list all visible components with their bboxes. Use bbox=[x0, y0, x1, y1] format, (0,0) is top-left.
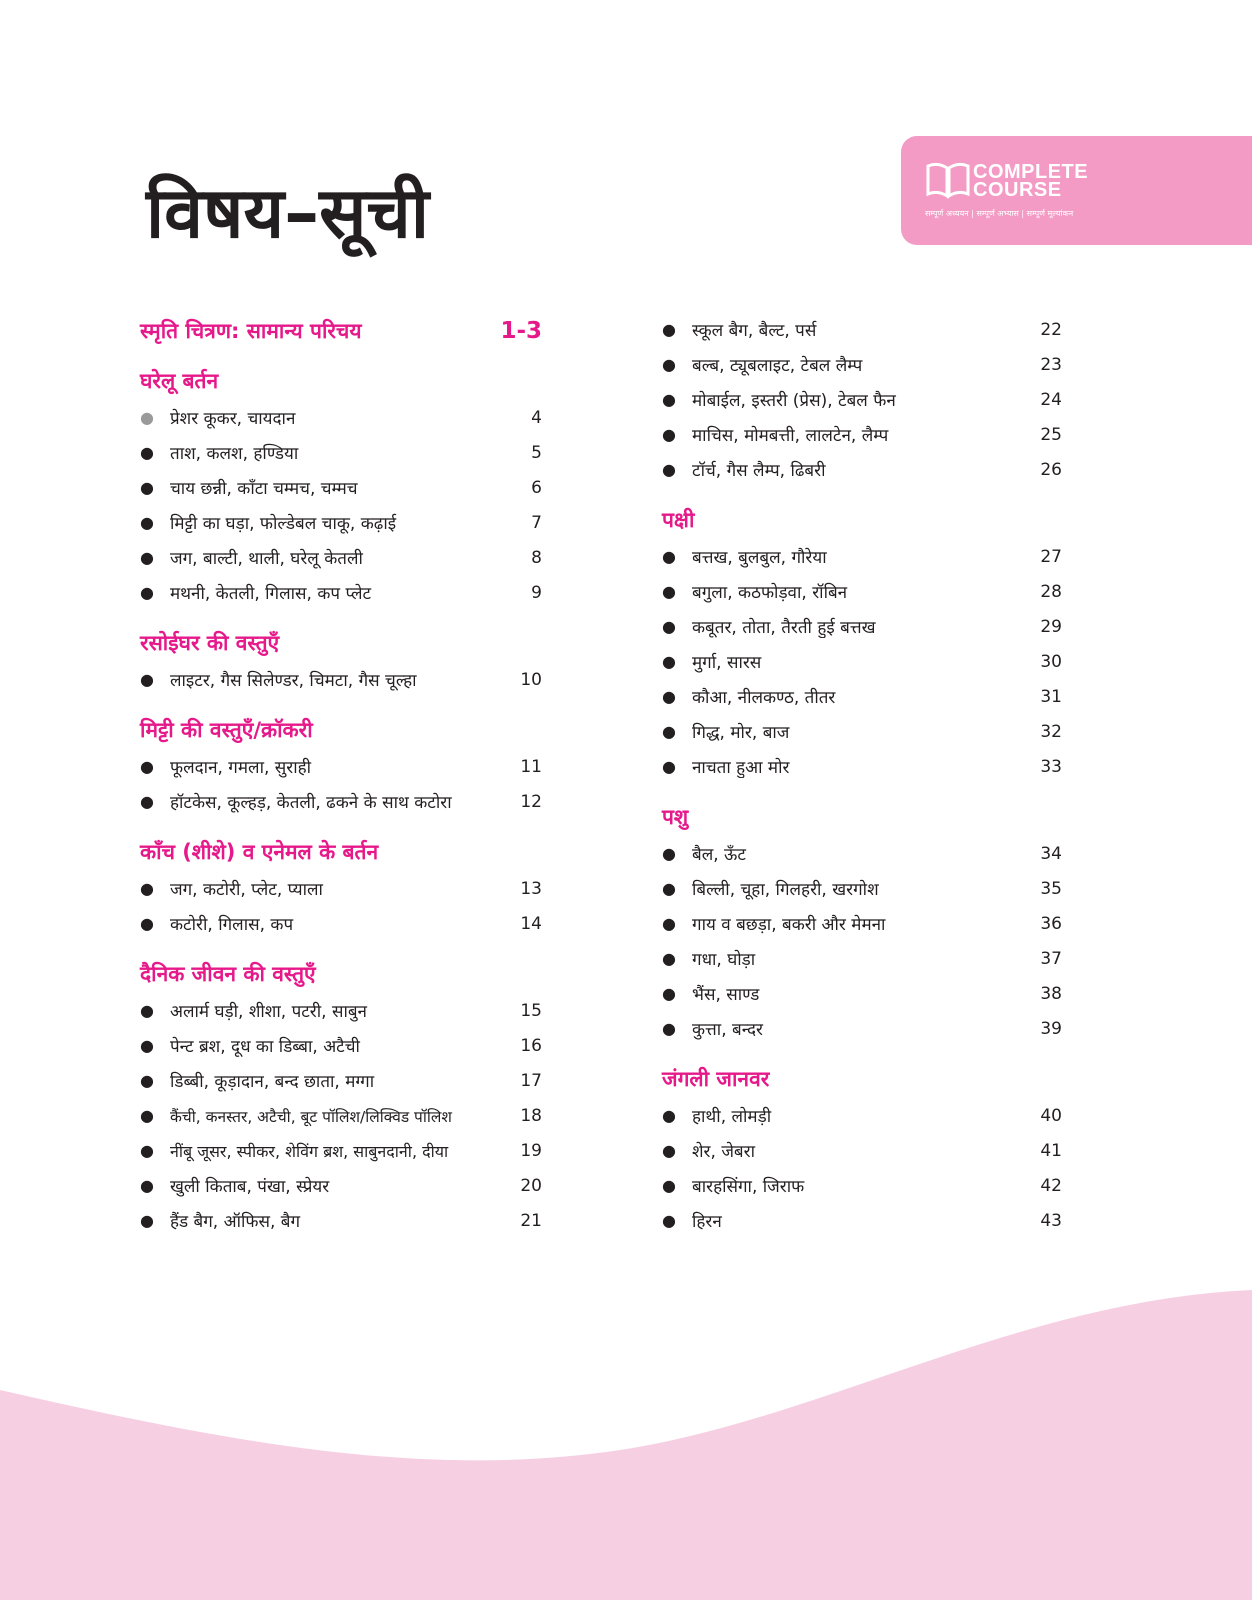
section-heading: काँच (शीशे) व एनेमल के बर्तन bbox=[140, 840, 379, 864]
bullet-icon: ● bbox=[662, 355, 676, 374]
bullet-icon: ● bbox=[662, 425, 676, 444]
toc-item: ● कुत्ता, बन्दर 39 bbox=[662, 1018, 1062, 1040]
toc-item: ● पेन्ट ब्रश, दूध का डिब्बा, अटैची 16 bbox=[140, 1035, 542, 1057]
bullet-icon: ● bbox=[662, 1106, 676, 1125]
bullet-icon: ● bbox=[140, 478, 154, 497]
toc-item: ● बारहसिंगा, जिराफ 42 bbox=[662, 1175, 1062, 1197]
bullet-icon: ● bbox=[662, 320, 676, 339]
toc-item: ● जग, बाल्टी, थाली, घरेलू केतली 8 bbox=[140, 547, 542, 569]
toc-item: ● हाथी, लोमड़ी 40 bbox=[662, 1105, 1062, 1127]
bullet-icon: ● bbox=[662, 1211, 676, 1230]
toc-item: ● नींबू जूसर, स्पीकर, शेविंग ब्रश, साबुनदानी, दीया 19 bbox=[140, 1140, 542, 1161]
bullet-icon: ● bbox=[662, 547, 676, 566]
bullet-icon: ● bbox=[140, 1071, 154, 1090]
bullet-icon: ● bbox=[662, 617, 676, 636]
toc-item: ● कैंची, कनस्तर, अटैची, बूट पॉलिश/लिक्विड पॉलिश 18 bbox=[140, 1105, 542, 1126]
toc-item: ● नाचता हुआ मोर 33 bbox=[662, 756, 1062, 778]
badge-brand-line2: COURSE bbox=[973, 179, 1062, 201]
bullet-icon: ● bbox=[662, 1019, 676, 1038]
toc-item: ● गिद्ध, मोर, बाज 32 bbox=[662, 721, 1062, 743]
bullet-icon: ● bbox=[662, 1176, 676, 1195]
bullet-icon: ● bbox=[140, 914, 154, 933]
bullet-icon: ● bbox=[662, 844, 676, 863]
toc-item: ● मुर्गा, सारस 30 bbox=[662, 651, 1062, 673]
toc-item: ● बैल, ऊँट 34 bbox=[662, 843, 1062, 865]
toc-item: ● स्कूल बैग, बैल्ट, पर्स 22 bbox=[662, 319, 1062, 341]
bullet-icon: ● bbox=[140, 792, 154, 811]
complete-course-badge bbox=[901, 136, 1252, 245]
section-heading: घरेलू बर्तन bbox=[140, 369, 219, 393]
bullet-icon: ● bbox=[662, 652, 676, 671]
toc-item: ● अलार्म घड़ी, शीशा, पटरी, साबुन 15 bbox=[140, 1000, 542, 1022]
open-book-icon bbox=[925, 160, 971, 200]
bullet-icon: ● bbox=[140, 408, 154, 427]
toc-item: ● मथनी, केतली, गिलास, कप प्लेट 9 bbox=[140, 582, 542, 604]
toc-column-left bbox=[140, 312, 542, 1238]
bullet-icon: ● bbox=[662, 984, 676, 1003]
section-heading: पशु bbox=[662, 805, 689, 829]
bullet-icon: ● bbox=[140, 583, 154, 602]
bullet-icon: ● bbox=[140, 1141, 154, 1160]
bullet-icon: ● bbox=[140, 757, 154, 776]
toc-item: ● मिट्टी का घड़ा, फोल्डेबल चाकू, कढ़ाई 7 bbox=[140, 512, 542, 534]
bullet-icon: ● bbox=[662, 914, 676, 933]
toc-intro-page: 1-3 bbox=[500, 318, 542, 344]
bullet-icon: ● bbox=[140, 1106, 154, 1125]
badge-tagline: सम्पूर्ण अध्ययन | सम्पूर्ण अभ्यास | सम्पूर्ण मूल्यांकन bbox=[925, 209, 1074, 218]
bullet-icon: ● bbox=[140, 513, 154, 532]
section-heading: जंगली जानवर bbox=[662, 1067, 770, 1091]
toc-item: ● डिब्बी, कूड़ादान, बन्द छाता, मग्गा 17 bbox=[140, 1070, 542, 1092]
bottom-wave-decoration bbox=[0, 1290, 1252, 1600]
toc-item: ● चाय छन्नी, काँटा चम्मच, चम्मच 6 bbox=[140, 477, 542, 499]
section-heading: दैनिक जीवन की वस्तुएँ bbox=[140, 962, 316, 986]
bullet-icon: ● bbox=[140, 1211, 154, 1230]
bullet-icon: ● bbox=[140, 879, 154, 898]
bullet-icon: ● bbox=[662, 879, 676, 898]
toc-item: ● बत्तख, बुलबुल, गौरेया 27 bbox=[662, 546, 1062, 568]
bullet-icon: ● bbox=[662, 1141, 676, 1160]
toc-item: ● कटोरी, गिलास, कप 14 bbox=[140, 913, 542, 935]
toc-item: ● बल्ब, ट्यूबलाइट, टेबल लैम्प 23 bbox=[662, 354, 1062, 376]
section-heading: मिट्टी की वस्तुएँ/क्रॉकरी bbox=[140, 718, 313, 742]
toc-item: ● शेर, जेबरा 41 bbox=[662, 1140, 1062, 1162]
toc-item: ● बिल्ली, चूहा, गिलहरी, खरगोश 35 bbox=[662, 878, 1062, 900]
toc-item: ● हैंड बैग, ऑफिस, बैग 21 bbox=[140, 1210, 542, 1232]
toc-item: ● भैंस, साण्ड 38 bbox=[662, 983, 1062, 1005]
bullet-icon: ● bbox=[662, 722, 676, 741]
toc-item: ● गाय व बछड़ा, बकरी और मेमना 36 bbox=[662, 913, 1062, 935]
bullet-icon: ● bbox=[662, 757, 676, 776]
toc-item: ● खुली किताब, पंखा, स्प्रेयर 20 bbox=[140, 1175, 542, 1197]
bullet-icon: ● bbox=[662, 390, 676, 409]
toc-intro-title: स्मृति चित्रण: सामान्य परिचय bbox=[140, 319, 362, 343]
page-title: विषय–सूची bbox=[146, 172, 430, 254]
bullet-icon: ● bbox=[140, 548, 154, 567]
bullet-icon: ● bbox=[140, 1036, 154, 1055]
toc-item: ● गधा, घोड़ा 37 bbox=[662, 948, 1062, 970]
toc-item: ● टॉर्च, गैस लैम्प, ढिबरी 26 bbox=[662, 459, 1062, 481]
bullet-icon: ● bbox=[662, 949, 676, 968]
section-heading: पक्षी bbox=[662, 508, 695, 532]
bullet-icon: ● bbox=[662, 687, 676, 706]
bullet-icon: ● bbox=[140, 670, 154, 689]
toc-item: ● माचिस, मोमबत्ती, लालटेन, लैम्प 25 bbox=[662, 424, 1062, 446]
toc-item: ● लाइटर, गैस सिलेण्डर, चिमटा, गैस चूल्हा 10 bbox=[140, 669, 542, 691]
bullet-icon: ● bbox=[140, 1176, 154, 1195]
toc-item: ● जग, कटोरी, प्लेट, प्याला 13 bbox=[140, 878, 542, 900]
toc-item: ● प्रेशर कूकर, चायदान 4 bbox=[140, 407, 542, 429]
toc-item: ● फूलदान, गमला, सुराही 11 bbox=[140, 756, 542, 778]
bullet-icon: ● bbox=[140, 443, 154, 462]
toc-item: ● बगुला, कठफोड़वा, रॉबिन 28 bbox=[662, 581, 1062, 603]
toc-item: ● ताश, कलश, हण्डिया 5 bbox=[140, 442, 542, 464]
toc-item: ● हिरन 43 bbox=[662, 1210, 1062, 1232]
badge-brand-line1: COMPLETE bbox=[973, 161, 1089, 183]
toc-item: ● कौआ, नीलकण्ठ, तीतर 31 bbox=[662, 686, 1062, 708]
bullet-icon: ● bbox=[140, 1001, 154, 1020]
bullet-icon: ● bbox=[662, 460, 676, 479]
toc-item: ● मोबाईल, इस्तरी (प्रेस), टेबल फैन 24 bbox=[662, 389, 1062, 411]
toc-intro-entry bbox=[140, 312, 542, 350]
bullet-icon: ● bbox=[662, 582, 676, 601]
section-heading: रसोईघर की वस्तुएँ bbox=[140, 631, 280, 655]
toc-item: ● कबूतर, तोता, तैरती हुई बत्तख 29 bbox=[662, 616, 1062, 638]
toc-column-right bbox=[662, 312, 1062, 1238]
toc-item: ● हॉटकेस, कूल्हड़, केतली, ढकने के साथ कटोरा 12 bbox=[140, 791, 542, 813]
